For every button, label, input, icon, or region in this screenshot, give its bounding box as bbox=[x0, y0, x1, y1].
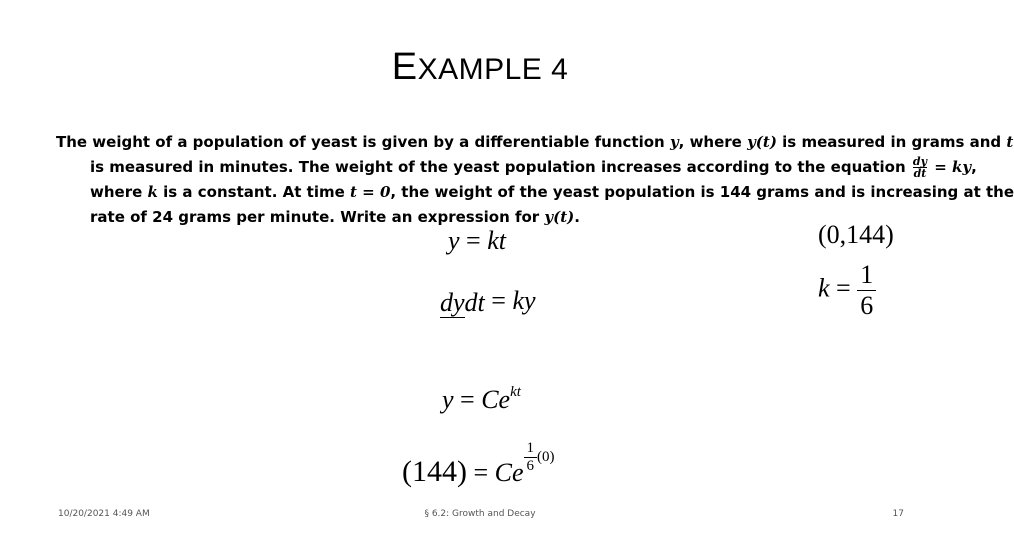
footer-date: 10/20/2021 4:49 AM bbox=[58, 509, 150, 519]
equation-differential bbox=[440, 286, 536, 318]
math-var: y(t) bbox=[747, 133, 777, 151]
problem-text: is a constant. At time bbox=[157, 183, 350, 201]
math-expression: ky bbox=[512, 286, 536, 315]
exponent-fraction bbox=[524, 440, 538, 475]
equation-substitution bbox=[402, 440, 555, 489]
fraction-numerator: dy bbox=[912, 155, 927, 168]
math-var: y bbox=[442, 385, 454, 414]
equation-y-kt bbox=[448, 226, 506, 256]
equation-k-value bbox=[818, 260, 876, 321]
problem-text: rate of 24 grams per minute. Write an expression for bbox=[90, 208, 545, 226]
math-operator: = bbox=[484, 286, 513, 315]
math-expression: (144) bbox=[402, 454, 467, 488]
initial-point: (0,144) bbox=[818, 220, 894, 249]
problem-text: , the weight of the yeast population is 144 grams and is increasing at the bbox=[390, 183, 1014, 201]
inline-derivative bbox=[913, 156, 927, 179]
problem-text: , bbox=[971, 158, 977, 176]
problem-text: is measured in minutes. The weight of the yeast population increases according to the equation bbox=[90, 158, 911, 176]
math-expression: = ky bbox=[929, 158, 972, 176]
fraction bbox=[857, 260, 876, 321]
math-exponent: kt bbox=[510, 384, 521, 400]
math-var: y bbox=[669, 133, 679, 151]
title-initial: E bbox=[391, 46, 418, 88]
fraction-denominator: 6 bbox=[860, 291, 874, 320]
problem-text: is measured in grams and bbox=[776, 133, 1007, 151]
fraction-denominator: dt bbox=[464, 288, 485, 318]
math-exponent bbox=[524, 440, 555, 475]
equation-general-solution bbox=[442, 384, 521, 415]
exponent-argument: (0) bbox=[537, 448, 555, 465]
math-expression: kt bbox=[487, 226, 506, 255]
math-operator: = bbox=[453, 385, 482, 414]
math-var: y(t) bbox=[544, 208, 575, 226]
problem-text: where bbox=[90, 183, 148, 201]
footer-page-number: 17 bbox=[892, 509, 904, 519]
footer-section: § 6.2: Growth and Decay bbox=[424, 509, 536, 519]
math-expression: t = 0 bbox=[350, 183, 391, 201]
problem-line-1 bbox=[56, 130, 1014, 155]
math-operator: = bbox=[466, 457, 495, 487]
problem-text: , where bbox=[678, 133, 748, 151]
fraction-numerator: 1 bbox=[857, 260, 876, 291]
problem-line-3 bbox=[56, 180, 1014, 205]
problem-statement bbox=[56, 130, 1014, 230]
math-expression: Ce bbox=[494, 457, 524, 487]
fraction bbox=[440, 288, 485, 318]
fraction-numerator: dy bbox=[440, 288, 465, 318]
math-var: k bbox=[818, 273, 830, 303]
math-var: k bbox=[147, 183, 158, 201]
fraction-denominator: 6 bbox=[526, 458, 535, 474]
title-rest: XAMPLE 4 bbox=[417, 53, 569, 86]
problem-line-2 bbox=[56, 155, 977, 180]
fraction-numerator: 1 bbox=[524, 440, 538, 458]
math-var: y bbox=[448, 226, 460, 255]
problem-text: . bbox=[574, 208, 580, 226]
math-expression: Ce bbox=[481, 385, 511, 414]
math-var: t bbox=[1006, 133, 1014, 151]
math-operator: = bbox=[459, 226, 488, 255]
fraction-denominator: dt bbox=[913, 167, 927, 180]
math-operator: = bbox=[829, 273, 858, 303]
problem-text: The weight of a population of yeast is given by a differentiable function bbox=[56, 133, 670, 151]
slide-title bbox=[0, 46, 960, 89]
